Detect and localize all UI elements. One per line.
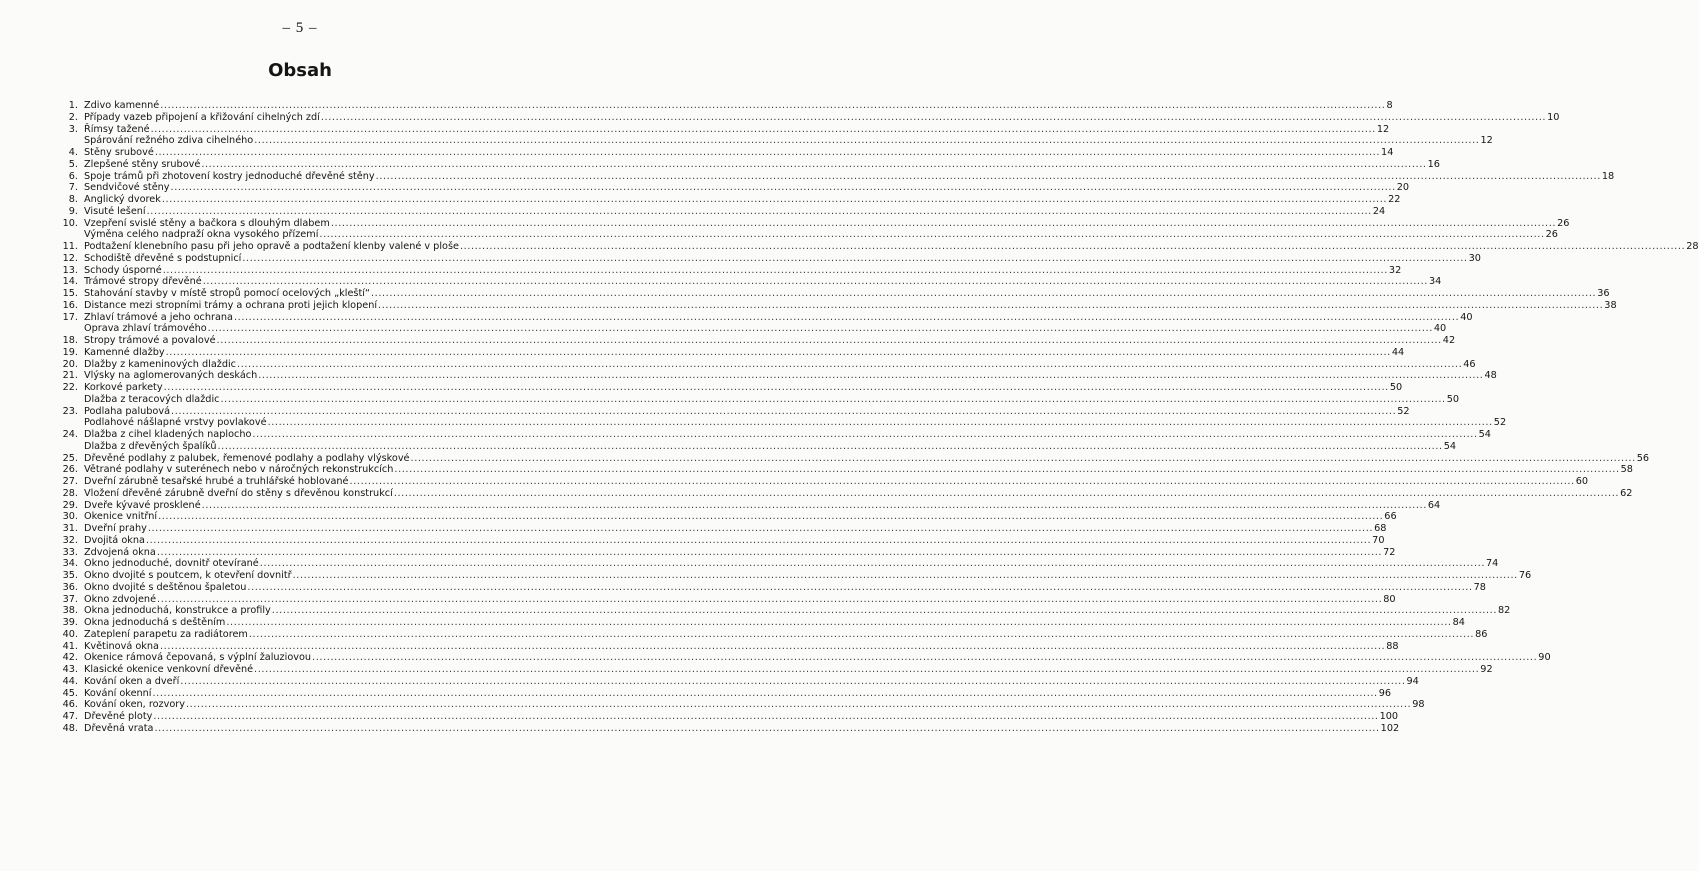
toc-entry-page: 74 <box>1486 558 1499 570</box>
toc-entry-page: 96 <box>1378 687 1392 699</box>
dot-leader <box>411 453 1636 465</box>
toc-entry <box>40 217 1570 230</box>
toc-entry-number: 26. <box>62 464 78 476</box>
toc-entry <box>40 640 1399 653</box>
dot-leader <box>201 159 1426 171</box>
dot-leader <box>160 100 1385 112</box>
toc-entry <box>40 299 1617 312</box>
toc-entry <box>40 617 1465 629</box>
toc-entry-page: 12 <box>1376 123 1390 135</box>
toc-entry-number: 9. <box>68 205 78 217</box>
toc-entry-title: Kování oken a dveří <box>84 675 180 687</box>
toc-entry-page: 8 <box>1386 100 1393 111</box>
dot-leader <box>217 441 1442 453</box>
dot-leader <box>158 511 1383 523</box>
toc-entry <box>40 229 1558 241</box>
toc-entry-title: Spárování režného zdiva cihelného <box>84 135 254 147</box>
toc-entry <box>40 487 1633 500</box>
toc-entry <box>40 252 1481 265</box>
dot-leader <box>312 652 1537 664</box>
toc-entry-title: Spoje trámů při zhotovení kostry jednoduché dřevěné stěny <box>84 170 375 182</box>
dot-leader <box>226 617 1451 629</box>
toc-entry-number: 25. <box>62 452 78 464</box>
dot-leader <box>252 429 1477 441</box>
toc-entry-title: Okno dvojité s deštěnou špaletou <box>84 581 247 593</box>
dot-leader <box>237 359 1462 371</box>
toc-entry-title: Dlažba z dřevěných špalíků <box>84 440 217 452</box>
page-number: – 5 – <box>282 20 318 36</box>
toc-entry-page: 76 <box>1518 570 1532 581</box>
toc-entry-title: Květinová okna <box>84 640 159 652</box>
toc-entry <box>40 158 1440 171</box>
dot-leader <box>148 523 1373 535</box>
toc-entry-page: 14 <box>1381 147 1394 158</box>
toc-entry-title: Zateplení parapetu za radiátorem <box>84 628 248 640</box>
toc-entry-title: Kamenné dlažby <box>84 346 165 358</box>
toc-entry-title: Římsy tažené <box>84 123 150 135</box>
dot-leader <box>376 171 1601 183</box>
dot-leader <box>166 347 1391 359</box>
toc-entry-title: Klasické okenice venkovní dřevěné <box>84 664 254 675</box>
toc-entry <box>40 511 1397 523</box>
toc-entry-title: Zlepšené stěny srubové <box>84 158 201 170</box>
toc-entry-page: 52 <box>1493 417 1507 429</box>
toc-entry <box>40 675 1419 688</box>
toc-entry <box>40 558 1499 570</box>
toc-entry-number: 22. <box>62 382 78 393</box>
toc-entry-title: Stěny srubové <box>84 147 154 158</box>
toc-entry-number: 11. <box>62 241 78 252</box>
toc-entry-title: Okno zdvojené <box>84 593 157 605</box>
toc-entry <box>40 123 1390 136</box>
dot-leader <box>378 300 1603 312</box>
toc-entry <box>40 147 1394 159</box>
toc-entry-page: 88 <box>1386 640 1399 652</box>
dot-leader <box>293 570 1518 582</box>
dot-leader <box>394 464 1619 476</box>
dot-leader <box>208 323 1433 335</box>
toc-entry <box>40 393 1460 406</box>
dot-leader <box>268 417 1493 429</box>
toc-entry <box>40 311 1473 324</box>
toc-entry-title: Visuté lešení <box>84 205 146 217</box>
dot-leader <box>260 558 1485 570</box>
toc-entry-title: Stropy trámové a povalové <box>84 335 216 346</box>
toc-entry-number: 13. <box>62 264 78 276</box>
dot-leader <box>254 664 1479 676</box>
toc-entry-number: 41. <box>62 640 78 652</box>
toc-entry-number: 4. <box>68 147 78 158</box>
toc-entry-title: Korkové parkety <box>84 382 163 393</box>
toc-entry-number: 3. <box>68 123 78 135</box>
toc-entry-title: Schody úsporné <box>84 264 162 276</box>
toc-entry-number: 33. <box>62 546 78 558</box>
toc-entry-page: 10 <box>1547 111 1560 123</box>
toc-entry-number: 38. <box>62 605 78 617</box>
toc-entry-number: 35. <box>62 570 78 581</box>
toc-entry-number: 12. <box>62 252 78 264</box>
toc-entry-number: 8. <box>68 194 78 205</box>
toc-entry-title: Vložení dřevěné zárubně dveřní do stěny s dřevěnou konstrukcí <box>84 487 393 499</box>
toc-entry-number: 14. <box>62 276 78 288</box>
toc-entry-title: Okenice rámová čepovaná, s výplní žaluziovou <box>84 652 312 664</box>
toc-entry-number: 23. <box>62 405 78 417</box>
dot-leader <box>202 500 1427 512</box>
toc-entry-page: 38 <box>1604 299 1617 311</box>
dot-leader <box>203 276 1428 288</box>
toc-entry-page: 54 <box>1443 440 1457 452</box>
toc-entry-page: 20 <box>1396 182 1410 194</box>
toc-entry-number: 18. <box>62 335 78 346</box>
toc-entry-page: 44 <box>1391 346 1405 358</box>
toc-entry-page: 34 <box>1428 276 1442 288</box>
toc-entry <box>40 100 1393 112</box>
toc-entry-page: 70 <box>1372 534 1385 546</box>
dot-leader <box>157 547 1382 559</box>
dot-leader <box>254 135 1479 147</box>
dot-leader <box>321 112 1546 124</box>
toc-entry-page: 40 <box>1433 323 1447 335</box>
toc-entry-number: 45. <box>62 687 78 699</box>
toc-entry <box>40 370 1497 382</box>
toc-entry-page: 100 <box>1379 711 1399 722</box>
toc-entry-title: Stahování stavby v místě stropů pomocí ocelových „kleští“ <box>84 288 370 299</box>
toc-entry-title: Zdvojená okna <box>84 546 156 558</box>
toc-entry-title: Oprava zhlaví trámového <box>84 323 207 335</box>
toc-entry <box>40 664 1493 676</box>
dot-leader <box>153 711 1378 723</box>
dot-leader <box>319 229 1544 241</box>
dot-leader <box>331 218 1556 230</box>
toc-entry-number: 16. <box>62 299 78 311</box>
dot-leader <box>242 253 1467 265</box>
toc-entry <box>40 652 1551 664</box>
toc-entry-title: Případy vazeb připojení a křižování cihelných zdí <box>84 111 320 123</box>
toc-entry-page: 90 <box>1538 652 1551 664</box>
toc-entry <box>40 323 1447 335</box>
dot-leader <box>171 182 1396 194</box>
toc-entry <box>40 170 1615 183</box>
toc-entry-number: 6. <box>68 170 78 182</box>
toc-entry <box>40 628 1488 641</box>
toc-entry <box>40 546 1396 559</box>
toc-entry-title: Podlaha palubová <box>84 405 171 417</box>
dot-leader <box>163 265 1388 277</box>
toc-entry-number: 21. <box>62 370 78 382</box>
toc-entry <box>40 135 1493 147</box>
toc-entry-page: 42 <box>1442 335 1456 346</box>
toc-entry <box>40 405 1410 418</box>
toc-entry-page: 36 <box>1597 288 1610 299</box>
dot-leader <box>350 476 1575 488</box>
toc-entry-page: 58 <box>1620 464 1633 476</box>
toc-entry-page: 98 <box>1412 699 1425 711</box>
dot-leader <box>151 124 1376 136</box>
toc-entry-number: 7. <box>68 182 78 194</box>
toc-entry-number: 32. <box>62 534 78 546</box>
toc-entry-number: 43. <box>62 664 78 675</box>
toc-entry <box>40 581 1486 594</box>
toc-entry-page: 80 <box>1383 593 1396 605</box>
toc-entry-title: Okenice vnitřní <box>84 511 158 523</box>
dot-leader <box>217 335 1442 347</box>
toc-entry-title: Anglický dvorek <box>84 194 161 205</box>
dot-leader <box>164 382 1389 394</box>
toc-entry-page: 86 <box>1475 628 1488 640</box>
dot-leader <box>249 629 1474 641</box>
toc-entry <box>40 382 1403 394</box>
toc-entry-title: Sendvičové stěny <box>84 182 170 194</box>
toc-entry-number: 28. <box>62 487 78 499</box>
toc-entry-page: 56 <box>1636 452 1650 464</box>
toc-entry-page: 32 <box>1388 264 1402 276</box>
toc-entry-number: 24. <box>62 429 78 440</box>
toc-entry-page: 78 <box>1473 581 1486 593</box>
toc-entry <box>40 570 1532 582</box>
toc-entry <box>40 182 1410 194</box>
toc-entry <box>40 711 1399 723</box>
toc-entry-title: Dlažby z kameninových dlaždic <box>84 358 237 370</box>
toc-entry <box>40 241 1699 253</box>
toc-entry-title: Větrané podlahy v suterénech nebo v náročných rekonstrukcích <box>84 464 394 476</box>
toc-entry-number: 29. <box>62 499 78 511</box>
toc-entry-title: Okna jednoduchá s deštěním <box>84 617 226 628</box>
toc-entry-page: 64 <box>1427 499 1441 511</box>
toc-entry-number: 47. <box>62 711 78 722</box>
toc-entry-number: 34. <box>62 558 78 570</box>
toc-entry-page: 72 <box>1383 546 1396 558</box>
toc-entry-title: Vzepření svislé stěny a bačkora s dlouhým dlabem <box>84 217 330 229</box>
dot-leader <box>220 394 1445 406</box>
toc-entry <box>40 464 1633 476</box>
toc-entry-title: Dveře kývavé prosklené <box>84 499 201 511</box>
table-of-contents <box>40 100 1699 735</box>
dot-leader <box>460 241 1685 253</box>
dot-leader <box>171 406 1396 418</box>
toc-entry-title: Dlažba z cihel kladených naplocho <box>84 429 252 440</box>
toc-entry-number: 31. <box>62 523 78 534</box>
toc-entry <box>40 452 1650 465</box>
toc-entry-number: 27. <box>62 476 78 487</box>
toc-entry-title: Dlažba z teracových dlaždic <box>84 393 220 405</box>
toc-entry-page: 84 <box>1452 617 1465 628</box>
toc-entry-page: 68 <box>1374 523 1387 534</box>
dot-leader <box>234 312 1459 324</box>
toc-entry <box>40 523 1387 535</box>
toc-entry-page: 24 <box>1372 205 1386 217</box>
dot-leader <box>162 194 1387 206</box>
toc-entry <box>40 205 1386 218</box>
toc-entry-title: Podlahové nášlapné vrstvy povlakové <box>84 417 267 429</box>
toc-entry <box>40 111 1560 124</box>
toc-entry-page: 16 <box>1427 158 1440 170</box>
toc-entry-number: 30. <box>62 511 78 523</box>
toc-entry-number: 5. <box>68 158 78 170</box>
toc-entry <box>40 476 1589 488</box>
toc-entry-title: Kování okenní <box>84 687 152 699</box>
dot-leader <box>154 723 1379 735</box>
toc-entry-number: 20. <box>62 358 78 370</box>
toc-entry-page: 40 <box>1460 311 1473 323</box>
toc-entry <box>40 288 1610 300</box>
toc-entry-number: 39. <box>62 617 78 628</box>
toc-entry-number: 17. <box>62 311 78 323</box>
dot-leader <box>394 488 1619 500</box>
toc-entry-title: Kování oken, rozvory <box>84 699 185 711</box>
toc-entry-title: Distance mezi stropními trámy a ochrana proti jejich klopení <box>84 299 378 311</box>
toc-entry <box>40 358 1476 371</box>
toc-entry-number: 15. <box>62 288 78 299</box>
toc-entry-page: 12 <box>1480 135 1493 147</box>
toc-entry-title: Schodiště dřevěné s podstupnicí <box>84 252 242 264</box>
toc-entry <box>40 429 1491 441</box>
toc-entry <box>40 687 1392 700</box>
toc-entry-page: 82 <box>1498 605 1511 617</box>
dot-leader <box>155 147 1380 159</box>
toc-entry-number: 36. <box>62 581 78 593</box>
toc-entry-page: 30 <box>1468 252 1481 264</box>
toc-entry-number: 44. <box>62 675 78 687</box>
toc-entry-page: 28 <box>1686 241 1699 252</box>
toc-entry-page: 46 <box>1463 358 1476 370</box>
toc-entry-title: Dveřní zárubně tesařské hrubé a truhlářské hoblované <box>84 476 349 487</box>
toc-entry-title: Dřevěné podlahy z palubek, řemenové podlahy a podlahy vlýskové <box>84 452 410 464</box>
toc-entry <box>40 264 1402 277</box>
toc-entry-page: 52 <box>1397 405 1410 417</box>
dot-leader <box>186 699 1411 711</box>
toc-entry-page: 50 <box>1446 393 1460 405</box>
toc-entry-page: 62 <box>1620 487 1633 499</box>
toc-entry-title: Podtažení klenebního pasu při jeho opravě a podtažení klenby valené v ploše <box>84 241 459 252</box>
toc-entry-title: Zdivo kamenné <box>84 100 160 111</box>
toc-entry-title: Dvojitá okna <box>84 534 145 546</box>
toc-entry-page: 50 <box>1389 382 1403 393</box>
toc-entry <box>40 605 1511 617</box>
toc-entry-number: 2. <box>68 111 78 123</box>
toc-entry-page: 60 <box>1575 476 1589 487</box>
toc-entry-title: Okna jednoduchá, konstrukce a profily <box>84 605 271 617</box>
toc-entry-number: 40. <box>62 628 78 640</box>
toc-entry <box>40 499 1441 512</box>
dot-leader <box>247 582 1472 594</box>
toc-entry <box>40 417 1507 429</box>
toc-entry-title: Okno jednoduché, dovnitř otevírané <box>84 558 259 570</box>
toc-entry-page: 66 <box>1384 511 1397 523</box>
dot-leader <box>157 594 1382 606</box>
toc-entry-title: Zhlaví trámové a jeho ochrana <box>84 311 233 323</box>
toc-entry <box>40 346 1405 359</box>
dot-leader <box>147 206 1372 218</box>
toc-entry <box>40 194 1401 206</box>
toc-entry <box>40 534 1385 547</box>
toc-entry-page: 26 <box>1557 217 1570 229</box>
toc-entry-page: 102 <box>1380 722 1400 734</box>
toc-entry <box>40 593 1396 606</box>
toc-entry <box>40 335 1456 347</box>
toc-entry-page: 54 <box>1478 429 1491 440</box>
dot-leader <box>180 676 1405 688</box>
toc-entry-number: 42. <box>62 652 78 664</box>
toc-entry-title: Okno dvojité s poutcem, k otevření dovnitř <box>84 570 292 581</box>
dot-leader <box>258 370 1483 382</box>
toc-entry-title: Vlýsky na aglomerovaných deskách <box>84 370 258 382</box>
toc-entry-page: 92 <box>1480 664 1493 675</box>
toc-entry-page: 94 <box>1406 675 1419 687</box>
toc-entry <box>40 440 1457 453</box>
toc-entry <box>40 699 1425 711</box>
page-title: Obsah <box>268 60 332 81</box>
dot-leader <box>146 535 1371 547</box>
toc-entry-title: Výměna celého nadpraží okna vysokého přízemí <box>84 229 319 241</box>
toc-entry-number: 19. <box>62 346 78 358</box>
toc-entry <box>40 276 1442 288</box>
dot-leader <box>371 288 1596 300</box>
toc-entry-title: Dřevěné ploty <box>84 711 153 722</box>
dot-leader <box>153 688 1378 700</box>
toc-entry-number: 1. <box>68 100 78 111</box>
toc-entry-number: 46. <box>62 699 78 711</box>
toc-entry-title: Dveřní prahy <box>84 523 147 534</box>
dot-leader <box>160 641 1385 653</box>
toc-entry-number: 48. <box>62 722 78 734</box>
toc-entry-number: 37. <box>62 593 78 605</box>
dot-leader <box>272 605 1497 617</box>
toc-entry-page: 22 <box>1388 194 1401 205</box>
toc-entry-page: 48 <box>1484 370 1497 382</box>
toc-entry-number: 10. <box>62 217 78 229</box>
toc-entry-title: Trámové stropy dřevěné <box>84 276 202 288</box>
toc-entry-title: Dřevěná vrata <box>84 722 154 734</box>
toc-entry-page: 26 <box>1545 229 1558 241</box>
toc-entry <box>40 722 1400 735</box>
toc-entry-page: 18 <box>1601 170 1615 182</box>
